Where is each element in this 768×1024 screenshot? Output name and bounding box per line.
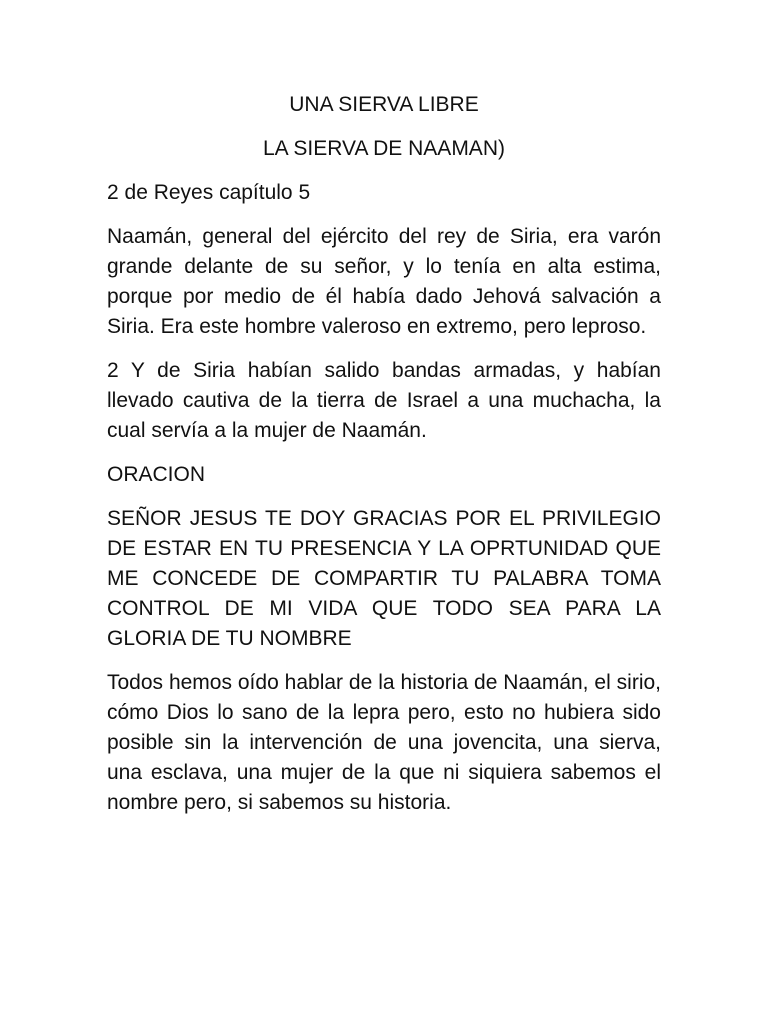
document-page <box>107 90 661 818</box>
prayer-text: SEÑOR JESUS TE DOY GRACIAS POR EL PRIVILEGIO DE ESTAR EN TU PRESENCIA Y LA OPRTUNIDAD QUE ME CONCEDE DE COMPARTIR TU PALABRA TOMA CONTROL DE MI VIDA QUE TODO SEA PARA LA GLORIA DE TU NOMBRE <box>107 507 661 650</box>
document-subtitle: LA SIERVA DE NAAMAN) <box>263 137 505 160</box>
paragraph-1: Naamán, general del ejército del rey de Siria, era varón grande delante de su señor, y lo tenía en alta estima, porque por medio de él había dado Jehová salvación a Siria. Era este hombre valeroso en extremo, pero leproso. <box>107 225 661 338</box>
scripture-reference: 2 de Reyes capítulo 5 <box>107 181 311 204</box>
document-title: UNA SIERVA LIBRE <box>289 93 479 116</box>
paragraph-3: Todos hemos oído hablar de la historia de Naamán, el sirio, cómo Dios lo sano de la lepra pero, esto no hubiera sido posible sin la intervención de una jovencita, una sierva, una esclava, una mujer de la que ni siquiera sabemos el nombre pero, si sabemos su historia. <box>107 671 661 814</box>
prayer-heading: ORACION <box>107 463 206 486</box>
paragraph-2: 2 Y de Siria habían salido bandas armadas, y habían llevado cautiva de la tierra de Israel a una muchacha, la cual servía a la mujer de Naamán. <box>107 359 661 442</box>
